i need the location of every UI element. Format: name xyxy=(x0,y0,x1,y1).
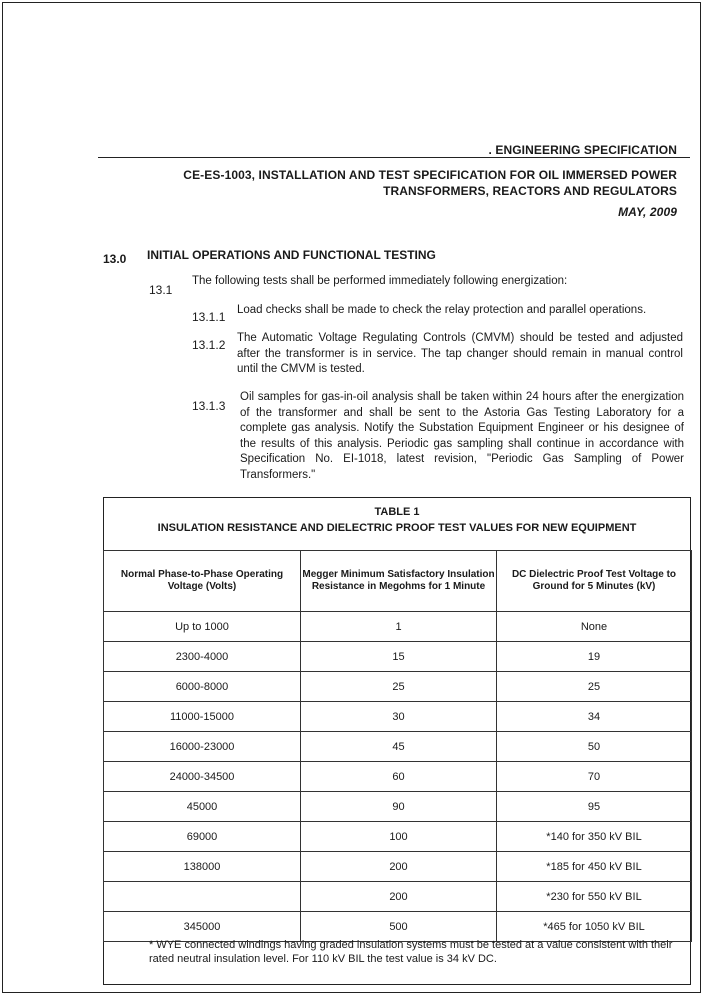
table-cell: 45 xyxy=(301,732,497,762)
table-cell: 138000 xyxy=(104,852,301,882)
table-cell: 90 xyxy=(301,792,497,822)
table-row xyxy=(104,912,692,942)
item-number: 13.1.1 xyxy=(192,310,226,324)
table-title: TABLE 1 xyxy=(374,506,420,518)
column-header: Megger Minimum Satisfactory Insulation Resistance in Megohms for 1 Minute xyxy=(301,551,497,612)
table-cell: 60 xyxy=(301,762,497,792)
table-row xyxy=(104,762,692,792)
section-title: INITIAL OPERATIONS AND FUNCTIONAL TESTING xyxy=(147,248,436,262)
table-cell: 24000-34500 xyxy=(104,762,301,792)
subsection-text: The following tests shall be performed immediately following energization: xyxy=(192,275,568,287)
table-cell: 6000-8000 xyxy=(104,672,301,702)
table-cell: 2300-4000 xyxy=(104,642,301,672)
table-cell: 11000-15000 xyxy=(104,702,301,732)
table-row xyxy=(104,792,692,822)
table-cell: 200 xyxy=(301,882,497,912)
spec-title-line2: TRANSFORMERS, REACTORS AND REGULATORS xyxy=(383,184,677,198)
section-number: 13.0 xyxy=(103,252,127,266)
table-header-row xyxy=(104,551,692,612)
table-row xyxy=(104,852,692,882)
item-text: Load checks shall be made to check the relay protection and parallel operations. xyxy=(237,304,647,316)
spec-title xyxy=(183,167,677,199)
table-cell: 100 xyxy=(301,822,497,852)
column-header: Normal Phase-to-Phase Operating Voltage (Volts) xyxy=(104,551,301,612)
table-cell: 25 xyxy=(497,672,692,702)
item-number: 13.1.2 xyxy=(192,338,226,352)
item-text: The Automatic Voltage Regulating Controls (CMVM) should be tested and adjusted after the transformer is in service. The tap changer should remain in manual control until the CMVM is tested. xyxy=(237,332,683,375)
spec-date: MAY, 2009 xyxy=(618,205,677,219)
table-cell: 30 xyxy=(301,702,497,732)
table-row xyxy=(104,702,692,732)
table-cell: *230 for 550 kV BIL xyxy=(497,882,692,912)
table-cell: 19 xyxy=(497,642,692,672)
table-row xyxy=(104,642,692,672)
table-cell: *140 for 350 kV BIL xyxy=(497,822,692,852)
table-subtitle: INSULATION RESISTANCE AND DIELECTRIC PROOF TEST VALUES FOR NEW EQUIPMENT xyxy=(157,522,637,534)
table-cell: 95 xyxy=(497,792,692,822)
table-row xyxy=(104,732,692,762)
table-row xyxy=(104,672,692,702)
table-cell: 45000 xyxy=(104,792,301,822)
subsection-number: 13.1 xyxy=(149,283,173,297)
table-cell: *465 for 1050 kV BIL xyxy=(497,912,692,942)
table-cell: Up to 1000 xyxy=(104,612,301,642)
table-row xyxy=(104,822,692,852)
table-cell xyxy=(104,882,301,912)
table-cell: *185 for 450 kV BIL xyxy=(497,852,692,882)
table-cell: 500 xyxy=(301,912,497,942)
table-grid xyxy=(103,550,692,942)
item-number: 13.1.3 xyxy=(192,399,226,413)
table-row xyxy=(104,612,692,642)
table-cell: 16000-23000 xyxy=(104,732,301,762)
spec-title-line1: CE-ES-1003, INSTALLATION AND TEST SPECIFICATION FOR OIL IMMERSED POWER xyxy=(183,168,677,182)
table-cell: 69000 xyxy=(104,822,301,852)
insulation-table xyxy=(103,497,691,985)
header-rule xyxy=(98,157,690,158)
table-footnote: * WYE connected windings having graded insulation systems must be tested at a value consistent with their rated neutral insulation level. For 110 kV BIL the test value is 34 kV DC. xyxy=(149,939,673,965)
spec-header: . ENGINEERING SPECIFICATION xyxy=(488,143,677,157)
column-header: DC Dielectric Proof Test Voltage to Ground for 5 Minutes (kV) xyxy=(497,551,692,612)
table-cell: 34 xyxy=(497,702,692,732)
table-row xyxy=(104,882,692,912)
table-cell: 1 xyxy=(301,612,497,642)
table-cell: 345000 xyxy=(104,912,301,942)
table-cell: 200 xyxy=(301,852,497,882)
item-text: Oil samples for gas-in-oil analysis shall be taken within 24 hours after the energization of the transformer and shall be sent to the Astoria Gas Testing Laboratory for a complete gas analysis. Notify the Substation Equipment Engineer or his designee of the results of this analysis. Periodic gas sampling shall continue in accordance with Specification No. EI-1018, latest revision, "Periodic Gas Sampling of Power Transformers." xyxy=(240,391,684,481)
table-cell: 15 xyxy=(301,642,497,672)
table-cell: 25 xyxy=(301,672,497,702)
table-cell: 50 xyxy=(497,732,692,762)
table-cell: 70 xyxy=(497,762,692,792)
table-cell: None xyxy=(497,612,692,642)
